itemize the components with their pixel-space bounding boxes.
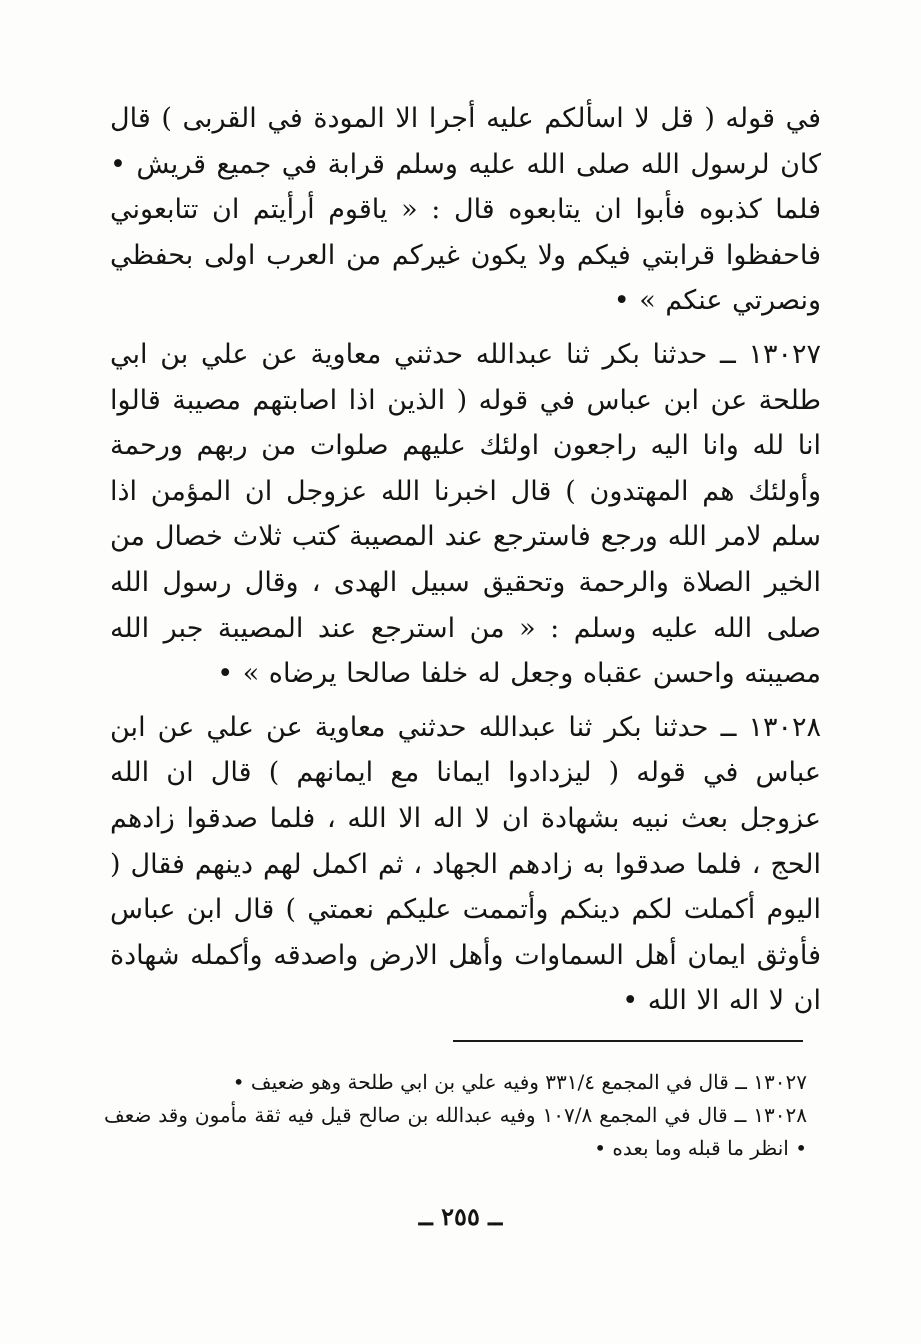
footnote-divider	[453, 1040, 803, 1042]
footnote-13028: ١٣٠٢٨ ــ قال في المجمع ١٠٧/٨ وفيه عبدالله بن صالح قيل فيه ثقة مأمون وقد ضعف • انظر ما قبله وما بعده •	[104, 1103, 807, 1160]
footnotes	[104, 1066, 807, 1165]
page-number: ــ ٢٥٥ ــ	[418, 1202, 503, 1231]
paragraph-hadith-13027: ١٣٠٢٧ ــ حدثنا بكر ثنا عبدالله حدثني معاوية عن علي بن ابي طلحة عن ابن عباس في قوله ( الذين اذا اصابتهم مصيبة قالوا انا لله وانا اليه راجعون اولئك عليهم صلوات من ربهم ورحمة وأولئك هم المهتدون ) قال اخبرنا الله عزوجل ان المؤمن اذا سلم لامر الله ورجع فاسترجع عند المصيبة كتب ثلاث خصال من الخير الصلاة والرحمة وتحقيق سبيل الهدى ، وقال رسول الله صلى الله عليه وسلم : « من استرجع عند المصيبة جبر الله مصيبته واحسن عقباه وجعل له خلفا صالحا يرضاه » •	[110, 338, 821, 690]
paragraph-continuation: في قوله ( قل لا اسألكم عليه أجرا الا المودة في القربى ) قال كان لرسول الله صلى الله عليه وسلم قرابة في جميع قريش • فلما كذبوه فأبوا ان يتابعوه قال : « ياقوم أرأيتم ان تتابعوني فاحفظوا قرابتي فيكم ولا يكون غيركم من العرب اولى بحفظي ونصرتي عنكم » •	[110, 103, 821, 317]
main-text	[110, 96, 821, 1024]
footnote-13027: ١٣٠٢٧ ــ قال في المجمع ٣٣١/٤ وفيه علي بن ابي طلحة وهو ضعيف •	[232, 1070, 807, 1094]
paragraph-hadith-13028: ١٣٠٢٨ ــ حدثنا بكر ثنا عبدالله حدثني معاوية عن علي عن ابن عباس في قوله ( ليزدادوا ايمانا مع ايمانهم ) قال ان الله عزوجل بعث نبيه بشهادة ان لا اله الا الله ، فلما صدقوا زادهم الحج ، فلما صدقوا به زادهم الجهاد ، ثم اكمل لهم دينهم فقال ( اليوم أكملت لكم دينكم وأتممت عليكم نعمتي ) قال ابن عباس فأوثق ايمان أهل السماوات وأهل الارض واصدقه وأكمله شهادة ان لا اله الا الله •	[110, 711, 821, 1017]
